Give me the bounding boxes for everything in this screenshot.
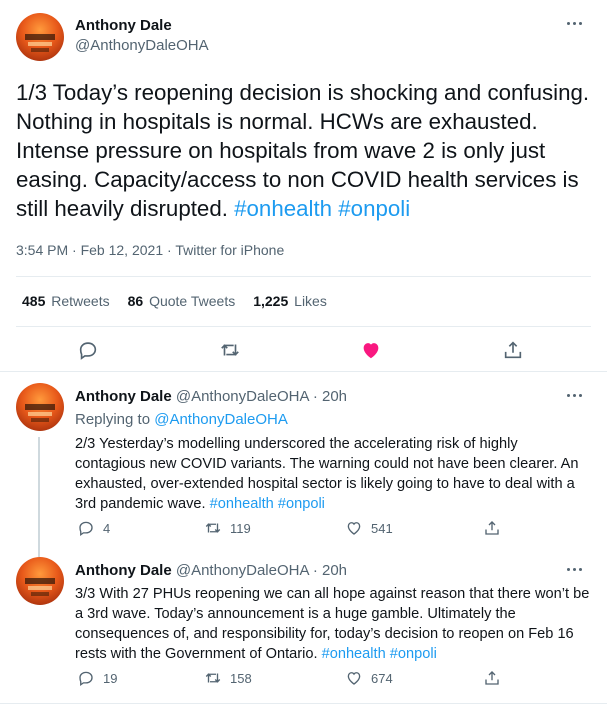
share-icon [483, 669, 501, 687]
tweet-body: 3/3 With 27 PHUs reopening we can all hope against reason that there won’t be a 3rd wave. Today’s announcement is a huge gamble. Ultimately the consequences of, and responsibility for, today’s decision to reopen on Feb 16 rests with the Government of Ontario. [75, 586, 590, 662]
hashtag-link[interactable]: #onhealth [234, 196, 333, 221]
share-icon [502, 339, 524, 361]
avatar[interactable] [16, 557, 64, 605]
tweet-body: 2/3 Yesterday’s modelling underscored the accelerating risk of highly contagious new COVID variants. The warning could not have been clearer. An exhausted, over-extended hospital sector is likely going to have to deal with a 3rd pandemic wave. [75, 436, 579, 512]
share-button[interactable] [483, 669, 501, 687]
author-handle[interactable]: @AnthonyDaleOHA [75, 37, 209, 54]
reply-header: Anthony Dale @AnthonyDaleOHA · 20h [75, 562, 348, 579]
reply-button[interactable] [77, 669, 117, 687]
retweet-button[interactable] [204, 519, 251, 537]
separator [0, 703, 607, 704]
like-button[interactable] [345, 519, 393, 537]
divider [16, 276, 591, 277]
engagement-stats [22, 293, 327, 309]
author-name[interactable]: Anthony Dale [75, 17, 172, 34]
reply-header: Anthony Dale @AnthonyDaleOHA · 20h [75, 388, 348, 405]
reply-text [75, 434, 591, 514]
quote-tweets-stat[interactable]: 86 Quote Tweets [127, 293, 236, 309]
hashtag-link[interactable]: #onpoli [389, 646, 437, 662]
like-count: 674 [371, 670, 393, 686]
replying-to [75, 411, 288, 428]
tweet-date[interactable]: Feb 12, 2021 [80, 242, 164, 258]
retweets-stat[interactable]: 485 Retweets [22, 293, 110, 309]
divider [16, 326, 591, 327]
like-icon [360, 339, 382, 361]
avatar[interactable] [16, 13, 64, 61]
reply-icon [77, 519, 95, 537]
hashtag-link[interactable]: #onpoli [277, 496, 325, 512]
likes-stat[interactable]: 1,225 Likes [253, 293, 327, 309]
reply-button[interactable] [77, 519, 110, 537]
tweet-meta: 3:54 PM · Feb 12, 2021 · Twitter for iPhone [16, 242, 285, 258]
more-icon[interactable] [567, 394, 582, 397]
reply-icon [77, 339, 99, 361]
share-button[interactable] [502, 339, 526, 363]
tweet-time[interactable]: 3:54 PM [16, 242, 69, 258]
separator [0, 371, 607, 372]
reply-count: 19 [103, 670, 118, 686]
tweet-body: 1/3 Today’s reopening decision is shocking and confusing. Nothing in hospitals is normal. HCWs are exhausted. Intense pressure on hospitals from wave 2 is only just easing. Capacity/access to non COVID health services is still heavily disrupted. [16, 80, 590, 221]
share-icon [483, 519, 501, 537]
tweet-age[interactable]: 20h [322, 388, 348, 405]
hashtag-link[interactable]: #onhealth [209, 496, 274, 512]
replying-to-link[interactable]: @AnthonyDaleOHA [154, 411, 288, 428]
thread-line [38, 437, 40, 557]
reply-text [75, 584, 591, 664]
hashtag-link[interactable]: #onhealth [321, 646, 386, 662]
retweet-icon [204, 519, 222, 537]
tweet-text [16, 78, 591, 223]
replying-prefix: Replying to [75, 411, 151, 428]
retweet-count: 119 [230, 520, 251, 536]
retweet-button[interactable] [219, 339, 243, 363]
retweet-icon [219, 339, 241, 361]
like-icon [345, 519, 363, 537]
hashtag-link[interactable]: #onpoli [338, 196, 411, 221]
reply-count: 4 [103, 520, 111, 536]
author-name[interactable]: Anthony Dale [75, 562, 172, 579]
retweet-icon [204, 669, 222, 687]
retweet-count: 158 [230, 670, 252, 686]
like-button[interactable] [345, 669, 393, 687]
reply-button[interactable] [77, 339, 101, 363]
avatar[interactable] [16, 383, 64, 431]
like-icon [345, 669, 363, 687]
author-name[interactable]: Anthony Dale [75, 388, 172, 405]
retweet-button[interactable] [204, 669, 252, 687]
tweet-source[interactable]: Twitter for iPhone [175, 242, 285, 258]
more-icon[interactable] [567, 22, 582, 25]
author-handle[interactable]: @AnthonyDaleOHA [175, 562, 309, 579]
reply-icon [77, 669, 95, 687]
like-count: 541 [371, 520, 393, 536]
like-button[interactable] [360, 339, 384, 363]
share-button[interactable] [483, 519, 501, 537]
more-icon[interactable] [567, 568, 582, 571]
tweet-age[interactable]: 20h [322, 562, 348, 579]
author-handle[interactable]: @AnthonyDaleOHA [175, 388, 309, 405]
